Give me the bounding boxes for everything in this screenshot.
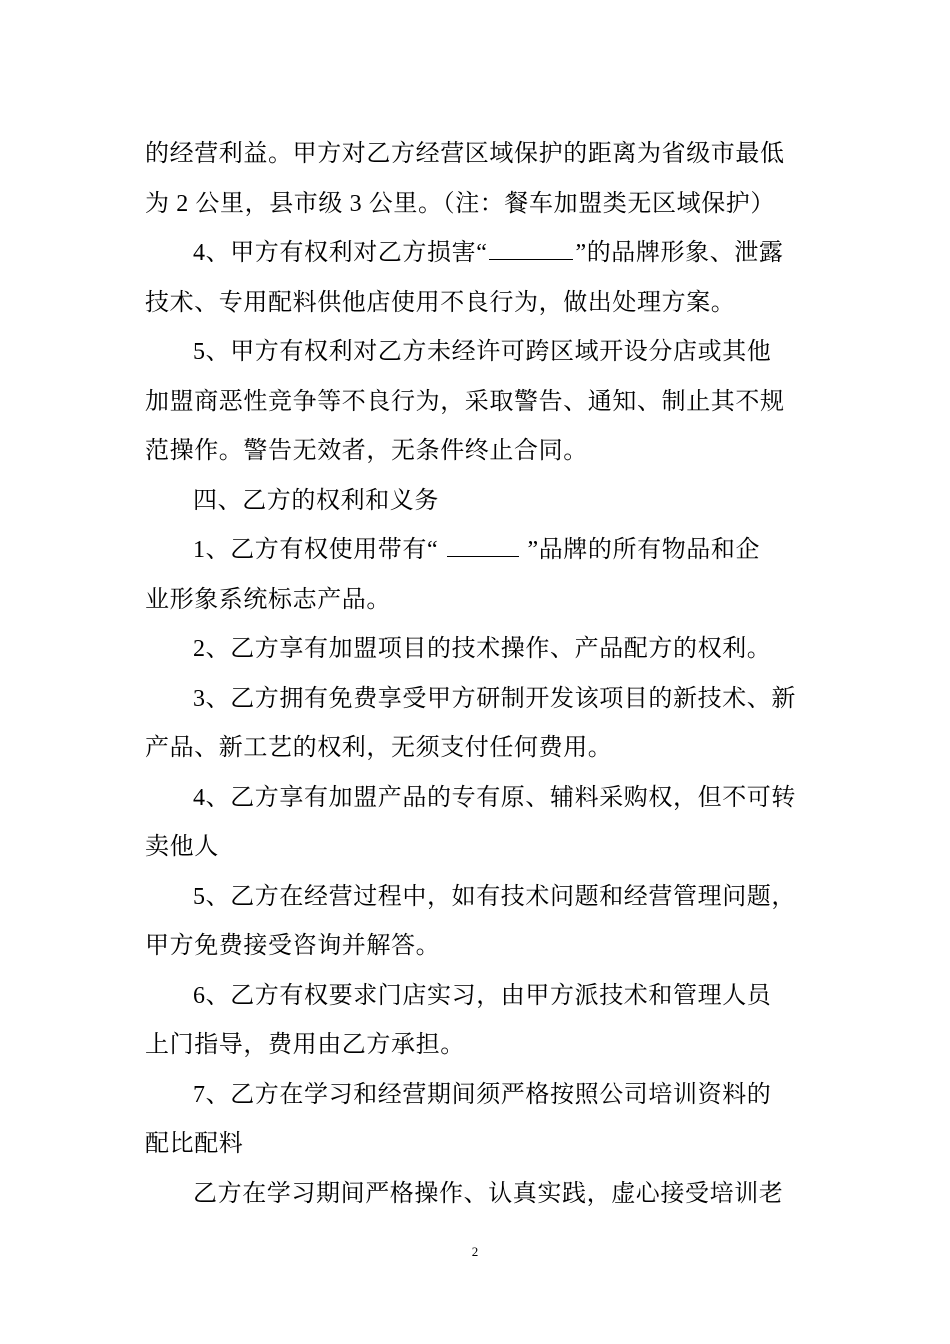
paragraph-line: 上门指导，费用由乙方承担。 <box>145 1032 465 1058</box>
paragraph-line: 卖他人 <box>145 834 219 860</box>
paragraph-line: 6、乙方有权要求门店实习，由甲方派技术和管理人员 <box>193 982 772 1009</box>
paragraph-line <box>145 229 810 279</box>
paragraph-line: 乙方在学习期间严格操作、认真实践，虚心接受培训老 <box>193 1180 784 1207</box>
paragraph-line: 业形象系统标志产品。 <box>145 586 391 613</box>
line-text-pre: 1、乙方有权使用带有“ <box>193 537 445 563</box>
paragraph-line: 2、乙方享有加盟项目的技术操作、产品配方的权利。 <box>193 636 772 662</box>
paragraph-line: 产品、新工艺的权利，无须支付任何费用。 <box>145 735 613 761</box>
fill-in-blank <box>447 536 519 557</box>
paragraph-line: 4、乙方享有加盟产品的专有原、辅料采购权，但不可转 <box>193 784 796 811</box>
paragraph-line: 为 2 公里，县市级 3 公里。（注：餐车加盟类无区域保护） <box>145 190 775 217</box>
paragraph-line: 5、乙方在经营过程中，如有技术问题和经营管理问题， <box>193 883 796 910</box>
line-text-pre: 4、甲方有权利对乙方损害“ <box>193 240 488 266</box>
document-body <box>145 130 810 1219</box>
paragraph-line: 加盟商恶性竞争等不良行为，采取警告、通知、制止其不规 <box>145 388 785 415</box>
section-heading: 四、乙方的权利和义务 <box>193 487 439 514</box>
paragraph-line: 配比配料 <box>145 1131 244 1157</box>
line-text-post: ”的品牌形象、泄露 <box>575 240 784 266</box>
paragraph-line: 3、乙方拥有免费享受甲方研制开发该项目的新技术、新 <box>193 685 796 712</box>
paragraph-line: 7、乙方在学习和经营期间须严格按照公司培训资料的 <box>193 1081 772 1108</box>
paragraph-line: 技术、专用配料供他店使用不良行为，做出处理方案。 <box>145 289 736 316</box>
paragraph-line: 的经营利益。甲方对乙方经营区域保护的距离为省级市最低 <box>145 141 785 167</box>
paragraph-line: 5、甲方有权利对乙方未经许可跨区域开设分店或其他 <box>193 339 772 365</box>
fill-in-blank <box>489 239 573 260</box>
line-text-post: ”品牌的所有物品和企 <box>520 537 761 563</box>
paragraph-line: 甲方免费接受咨询并解答。 <box>145 933 441 959</box>
paragraph-line <box>145 526 810 576</box>
page-number: 2 <box>471 1244 479 1259</box>
paragraph-line: 范操作。警告无效者，无条件终止合同。 <box>145 438 588 464</box>
